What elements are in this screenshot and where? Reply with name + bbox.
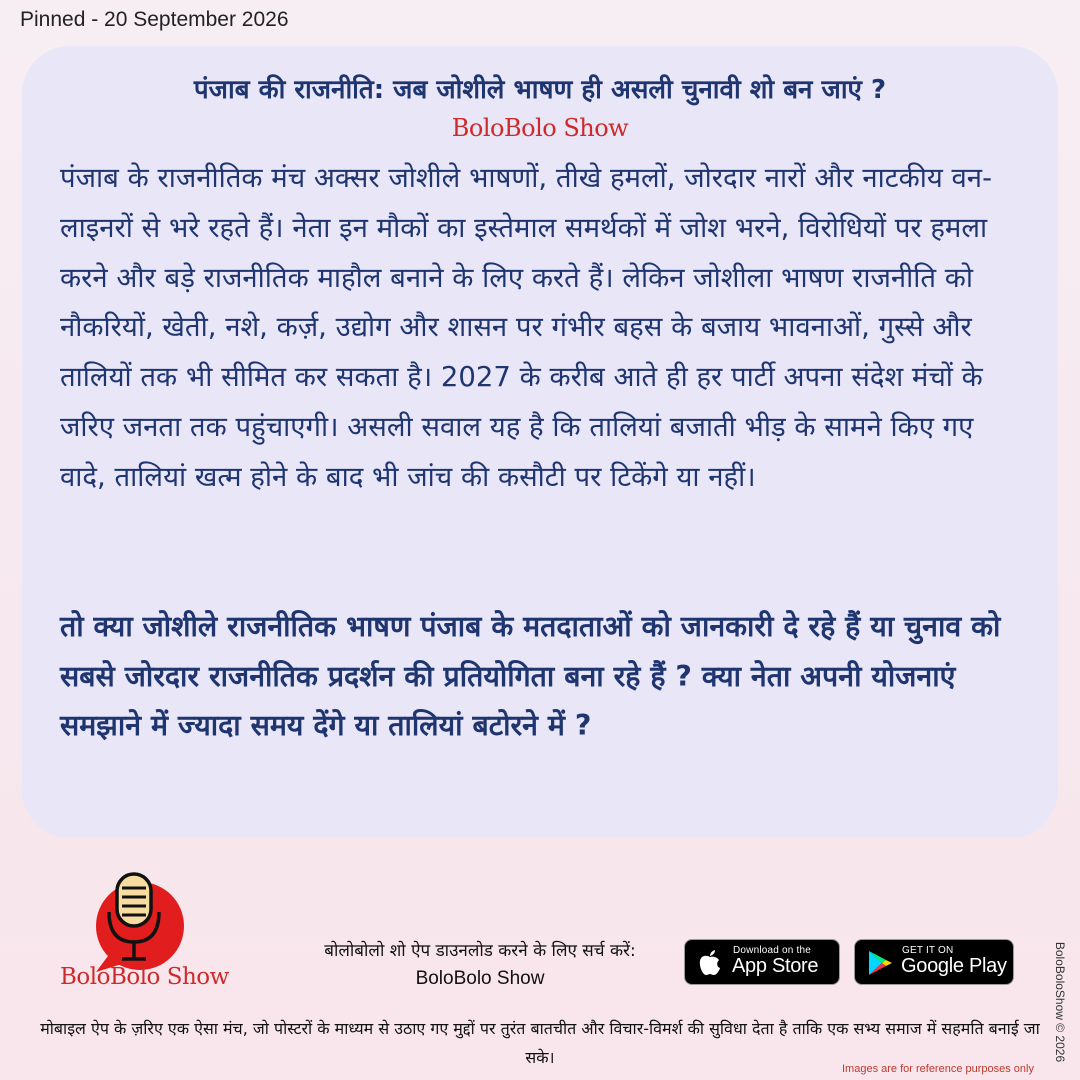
app-search-name: BoloBolo Show — [415, 968, 545, 989]
app-store-button[interactable] — [684, 939, 840, 985]
reference-disclaimer: Images are for reference purposes only — [842, 1063, 1034, 1075]
post-body: पंजाब के राजनीतिक मंच अक्सर जोशीले भाषणों, तीखे हमलों, जोरदार नारों और नाटकीय वन-लाइनरों से भरे रहते हैं। नेता इन मौकों का इस्तेमाल समर्थकों में जोश भरने, विरोधियों पर हमला करने और बड़े राजनीतिक माहौल बनाने के लिए करते हैं। लेकिन जोशीला भाषण राजनीति को नौकरियों, खेती, नशे, कर्ज़, उद्योग और शासन पर गंभीर बहस के बजाय भावनाओं, गुस्से और तालियों तक भी सीमित कर सकता है। 2027 के करीब आते ही हर पार्टी अपना संदेश मंचों के जरिए जनता तक पहुंचाएगी। असली सवाल यह है कि तालियां बजाती भीड़ के सामने किए गए वादे, तालियां खत्म होने के बाद भी जांच की कसौटी पर टिकेंगे या नहीं। — [60, 162, 992, 493]
google-play-button[interactable] — [854, 939, 1014, 985]
apple-icon — [697, 949, 723, 977]
app-store-small-label: Download on the — [733, 945, 812, 956]
download-prompt — [290, 937, 670, 993]
app-description: मोबाइल ऐप के ज़रिए एक ऐसा मंच, जो पोस्टरों के माध्यम से उठाए गए मुद्दों पर तुरंत बातचीत और विचार-विमर्श की सुविधा देता है ताकि एक सभ्य समाज में सहमति बनाई जा सके। — [40, 1019, 1040, 1067]
copyright-text: BoloBoloShow © 2026 — [1053, 941, 1067, 1063]
google-play-small-label: GET IT ON — [902, 945, 954, 956]
post-card — [22, 46, 1058, 838]
play-triangle-icon — [866, 949, 894, 977]
app-store-label: App Store — [732, 955, 819, 977]
logo-brand-text: BoloBolo Show — [60, 964, 229, 990]
download-instruction: बोलोबोलो शो ऐप डाउनलोड करने के लिए सर्च करें: — [324, 941, 636, 961]
google-play-label: Google Play — [901, 955, 1007, 977]
brand-name: BoloBolo Show — [451, 114, 629, 142]
post-title: पंजाब की राजनीति: जब जोशीले भाषण ही असली चुनावी शो बन जाएं ? — [193, 75, 887, 105]
pinned-date-label: Pinned - 20 September 2026 — [20, 8, 289, 31]
post-question: तो क्या जोशीले राजनीतिक भाषण पंजाब के मतदाताओं को जानकारी दे रहे हैं या चुनाव को सबसे जोरदार राजनीतिक प्रदर्शन की प्रतियोगिता बना रहे हैं ? क्या नेता अपनी योजनाएं समझाने में ज्यादा समय देंगे या तालियां बटोरने में ? — [60, 610, 1001, 742]
